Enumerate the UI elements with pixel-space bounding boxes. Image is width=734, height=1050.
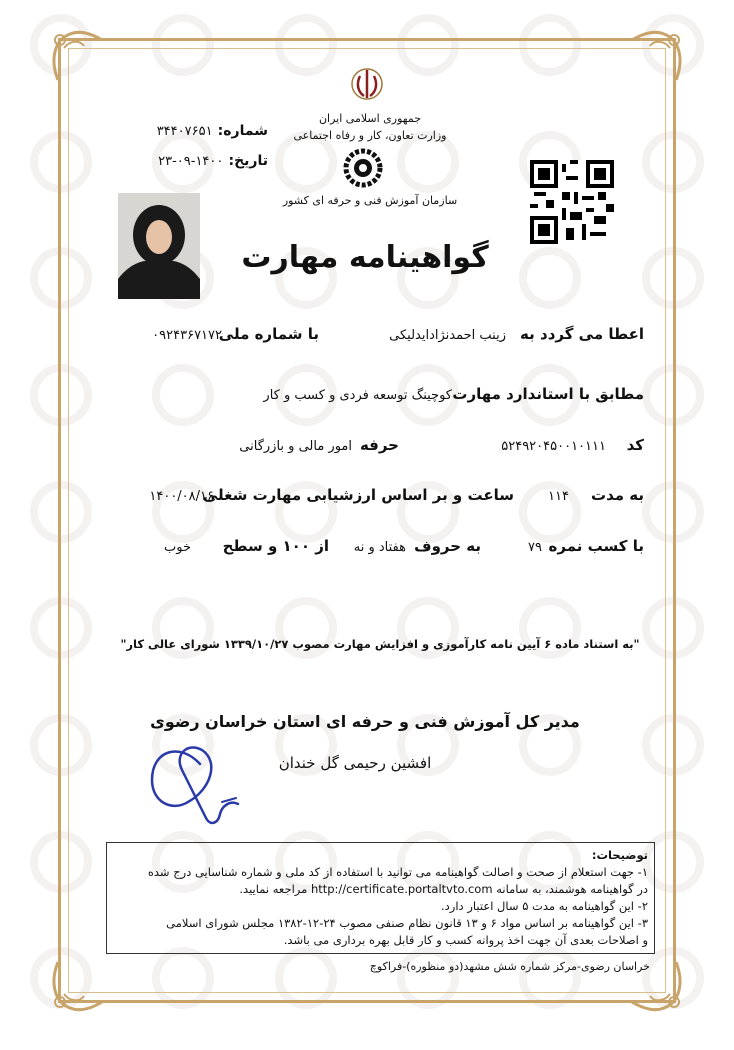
date-label: تاریخ:	[228, 153, 268, 169]
certificate-title: گواهینامه مهارت	[241, 240, 489, 275]
signatory-position: مدیر کل آموزش فنی و حرفه ای استان خراسان رضوی	[150, 712, 580, 731]
date-row	[90, 150, 268, 169]
in-words-value: هفتاد و نه	[353, 540, 406, 555]
trade-value: امور مالی و بازرگانی	[239, 439, 352, 454]
iran-emblem-icon	[350, 62, 384, 106]
score-label: با کسب نمره	[548, 537, 644, 555]
ornament-corner-icon	[624, 20, 694, 90]
notes-line: و اصلاحات بعدی آن جهت اخذ پروانه کسب و کار قابل بهره برداری می باشد.	[283, 933, 648, 947]
signature-icon	[140, 740, 250, 832]
number-value: ۳۴۴۰۷۶۵۱	[156, 124, 213, 139]
date-value: ۱۴۰۰-۰۹-۲۳	[158, 154, 224, 169]
notes-line: ۳- این گواهینامه بر اساس مواد ۶ و ۱۳ قانون نظام صنفی مصوب ۲۴-۱۲-۱۳۸۲ مجلس شورای اسلامی	[166, 916, 648, 930]
notes-line: ۲- این گواهینامه به مدت ۵ سال اعتبار دارد.	[441, 899, 648, 913]
standard-label: مطابق با استاندارد مهارت	[452, 385, 644, 403]
code-value: ۵۲۴۹۲۰۴۵۰۰۱۰۱۱۱	[501, 439, 606, 454]
decree-text: "به استناد ماده ۶ آیین نامه کارآموزی و افزایش مهارت مصوب ۱۳۳۹/۱۰/۲۷ شورای عالی کار"	[120, 637, 640, 651]
notes-box	[106, 842, 655, 954]
score-value: ۷۹	[528, 540, 542, 555]
ornament-corner-icon	[40, 952, 110, 1022]
national-id-label: با شماره ملی	[218, 325, 319, 343]
code-label: کد	[626, 436, 644, 454]
duration-label: به مدت	[591, 486, 644, 504]
standard-value: کوچینگ توسعه فردی و کسب و کار	[263, 388, 452, 403]
notes-line: در گواهینامه هوشمند، به سامانه http://certificate.portaltvto.com مراجعه نمایید.	[239, 882, 648, 896]
qr-code-icon	[530, 160, 614, 244]
trade-label: حرفه	[359, 436, 399, 454]
assessment-date: ۱۴۰۰/۰۸/۱۶	[149, 489, 214, 504]
granted-to-label: اعطا می گردد به	[520, 325, 644, 343]
republic-text: جمهوری اسلامی ایران	[318, 112, 422, 125]
hours-label: ساعت و بر اساس ارزشیابی مهارت شغلی	[202, 486, 514, 504]
organization-text: سازمان آموزش فنی و حرفه ای کشور	[282, 194, 458, 207]
in-words-label: به حروف	[414, 537, 481, 555]
duration-value: ۱۱۴	[548, 489, 569, 504]
issuer-line: خراسان رضوی-مرکز شماره شش مشهد(دو منظوره)-فراکوچ	[369, 960, 650, 973]
number-row	[118, 120, 268, 139]
ministry-text: وزارت تعاون، کار و رفاه اجتماعی	[293, 129, 447, 142]
level-label: از ۱۰۰ و سطح	[222, 537, 329, 555]
ornament-corner-icon	[40, 20, 110, 90]
number-label: شماره:	[217, 123, 268, 139]
notes-title: توضیحات:	[591, 848, 648, 862]
tvto-logo-icon	[340, 148, 386, 188]
notes-line: ۱- جهت استعلام از صحت و اصالت گواهینامه می توانید با استفاده از کد ملی و شماره شناسایی درج شده	[147, 865, 648, 879]
level-value: خوب	[164, 540, 191, 555]
holder-name: زینب احمدنژادایدلیکی	[389, 328, 506, 343]
national-id-value: ۰۹۲۴۳۶۷۱۷۲	[152, 328, 222, 343]
signatory-name: افشین رحیمی گل خندان	[278, 754, 432, 772]
